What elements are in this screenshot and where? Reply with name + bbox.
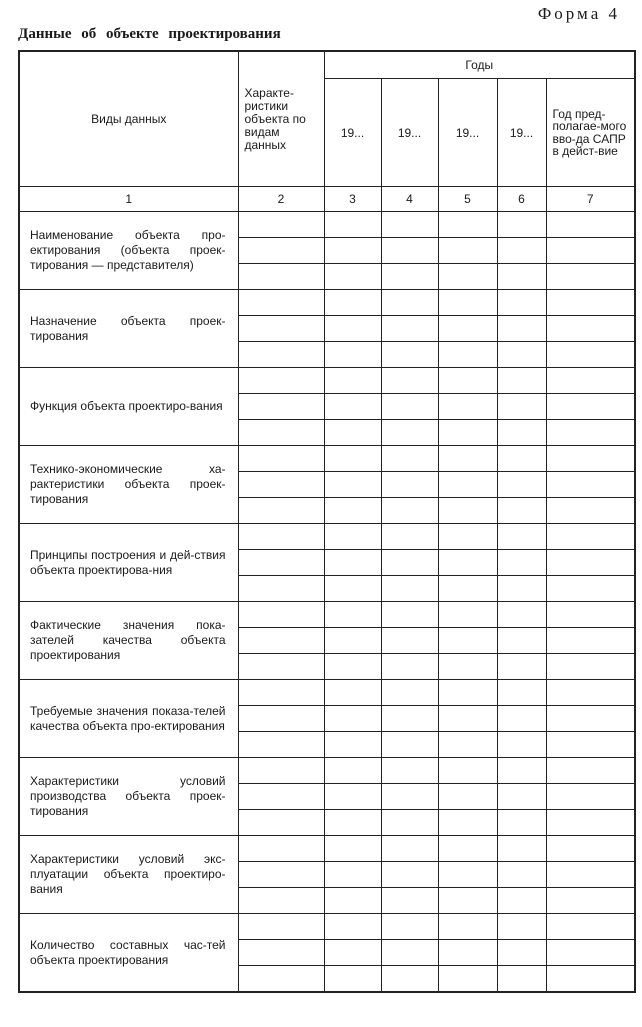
blank-cell[interactable] xyxy=(324,940,381,966)
blank-cell[interactable] xyxy=(546,784,635,810)
header-planned-year: Год пред-полагае-мого вво-да САПР в дейст-вие xyxy=(546,79,635,187)
column-numbers-row xyxy=(19,187,635,212)
blank-cell[interactable] xyxy=(238,394,324,420)
blank-cell[interactable] xyxy=(381,914,438,940)
blank-cell[interactable] xyxy=(324,914,381,940)
blank-cell[interactable] xyxy=(238,238,324,264)
blank-cell[interactable] xyxy=(438,862,497,888)
blank-cell[interactable] xyxy=(546,212,635,238)
blank-cell[interactable] xyxy=(381,212,438,238)
form-number: Форма 4 xyxy=(537,4,620,23)
blank-cell[interactable] xyxy=(438,784,497,810)
blank-cell[interactable] xyxy=(324,290,381,316)
blank-cell[interactable] xyxy=(497,914,546,940)
blank-cell[interactable] xyxy=(546,628,635,654)
blank-cell[interactable] xyxy=(238,888,324,914)
header-year-2: 19... xyxy=(381,79,438,187)
blank-cell[interactable] xyxy=(324,264,381,290)
blank-cell[interactable] xyxy=(381,290,438,316)
blank-cell[interactable] xyxy=(238,576,324,602)
blank-cell[interactable] xyxy=(324,394,381,420)
blank-cell[interactable] xyxy=(438,212,497,238)
blank-cell[interactable] xyxy=(381,498,438,524)
blank-cell[interactable] xyxy=(497,576,546,602)
blank-cell[interactable] xyxy=(238,290,324,316)
blank-cell[interactable] xyxy=(381,654,438,680)
blank-cell[interactable] xyxy=(497,810,546,836)
table-row xyxy=(19,836,635,862)
blank-cell[interactable] xyxy=(438,264,497,290)
blank-cell[interactable] xyxy=(546,290,635,316)
blank-cell[interactable] xyxy=(546,446,635,472)
blank-cell[interactable] xyxy=(497,394,546,420)
blank-cell[interactable] xyxy=(324,602,381,628)
blank-cell[interactable] xyxy=(238,966,324,993)
blank-cell[interactable] xyxy=(497,836,546,862)
blank-cell[interactable] xyxy=(324,888,381,914)
blank-cell[interactable] xyxy=(381,368,438,394)
header-year-4: 19... xyxy=(497,79,546,187)
blank-cell[interactable] xyxy=(324,446,381,472)
data-kind-label: Требуемые значения показа-телей качества объекта про-ектирования xyxy=(19,680,238,758)
table-row xyxy=(19,368,635,394)
blank-cell[interactable] xyxy=(438,706,497,732)
blank-cell[interactable] xyxy=(381,862,438,888)
blank-cell[interactable] xyxy=(497,654,546,680)
blank-cell[interactable] xyxy=(324,576,381,602)
blank-cell[interactable] xyxy=(546,498,635,524)
blank-cell[interactable] xyxy=(381,706,438,732)
blank-cell[interactable] xyxy=(381,628,438,654)
blank-cell[interactable] xyxy=(546,602,635,628)
data-kind-label: Назначение объекта проек-тирования xyxy=(19,290,238,368)
blank-cell[interactable] xyxy=(438,888,497,914)
blank-cell[interactable] xyxy=(238,706,324,732)
blank-cell[interactable] xyxy=(238,628,324,654)
blank-cell[interactable] xyxy=(238,784,324,810)
blank-cell[interactable] xyxy=(381,576,438,602)
table-row xyxy=(19,758,635,784)
blank-cell[interactable] xyxy=(381,602,438,628)
blank-cell[interactable] xyxy=(238,940,324,966)
blank-cell[interactable] xyxy=(238,212,324,238)
blank-cell[interactable] xyxy=(546,524,635,550)
blank-cell[interactable] xyxy=(238,420,324,446)
table-body xyxy=(19,212,635,993)
blank-cell[interactable] xyxy=(546,550,635,576)
blank-cell[interactable] xyxy=(381,810,438,836)
data-kind-label: Технико-экономические ха-рактеристики объекта проек-тирования xyxy=(19,446,238,524)
blank-cell[interactable] xyxy=(324,368,381,394)
blank-cell[interactable] xyxy=(546,940,635,966)
column-number: 4 xyxy=(381,187,438,212)
data-kind-label: Количество составных час-тей объекта проектирования xyxy=(19,914,238,993)
blank-cell[interactable] xyxy=(238,732,324,758)
blank-cell[interactable] xyxy=(438,238,497,264)
blank-cell[interactable] xyxy=(381,446,438,472)
blank-cell[interactable] xyxy=(238,368,324,394)
blank-cell[interactable] xyxy=(438,498,497,524)
blank-cell[interactable] xyxy=(497,602,546,628)
blank-cell[interactable] xyxy=(238,472,324,498)
blank-cell[interactable] xyxy=(324,732,381,758)
blank-cell[interactable] xyxy=(438,316,497,342)
blank-cell[interactable] xyxy=(324,862,381,888)
table-row xyxy=(19,680,635,706)
blank-cell[interactable] xyxy=(238,680,324,706)
blank-cell[interactable] xyxy=(546,342,635,368)
blank-cell[interactable] xyxy=(497,628,546,654)
blank-cell[interactable] xyxy=(324,836,381,862)
blank-cell[interactable] xyxy=(324,420,381,446)
blank-cell[interactable] xyxy=(438,680,497,706)
blank-cell[interactable] xyxy=(381,966,438,993)
blank-cell[interactable] xyxy=(381,732,438,758)
blank-cell[interactable] xyxy=(438,966,497,993)
table-row xyxy=(19,446,635,472)
blank-cell[interactable] xyxy=(324,628,381,654)
column-number: 3 xyxy=(324,187,381,212)
blank-cell[interactable] xyxy=(381,472,438,498)
blank-cell[interactable] xyxy=(438,810,497,836)
blank-cell[interactable] xyxy=(438,914,497,940)
blank-cell[interactable] xyxy=(546,394,635,420)
blank-cell[interactable] xyxy=(497,862,546,888)
column-number: 2 xyxy=(238,187,324,212)
blank-cell[interactable] xyxy=(238,550,324,576)
blank-cell[interactable] xyxy=(381,550,438,576)
blank-cell[interactable] xyxy=(324,784,381,810)
blank-cell[interactable] xyxy=(546,576,635,602)
blank-cell[interactable] xyxy=(546,238,635,264)
blank-cell[interactable] xyxy=(381,888,438,914)
blank-cell[interactable] xyxy=(438,290,497,316)
header-characteristics: Характе-ристики объекта по видам данных xyxy=(238,51,324,187)
blank-cell[interactable] xyxy=(497,316,546,342)
blank-cell[interactable] xyxy=(497,238,546,264)
blank-cell[interactable] xyxy=(497,498,546,524)
blank-cell[interactable] xyxy=(381,264,438,290)
data-kind-label: Фактические значения пока-зателей качества объекта проектирования xyxy=(19,602,238,680)
blank-cell[interactable] xyxy=(546,316,635,342)
blank-cell[interactable] xyxy=(497,212,546,238)
blank-cell[interactable] xyxy=(546,368,635,394)
table-row xyxy=(19,914,635,940)
blank-cell[interactable] xyxy=(324,706,381,732)
table-row xyxy=(19,212,635,238)
blank-cell[interactable] xyxy=(497,550,546,576)
blank-cell[interactable] xyxy=(238,524,324,550)
blank-cell[interactable] xyxy=(381,680,438,706)
blank-cell[interactable] xyxy=(238,264,324,290)
blank-cell[interactable] xyxy=(546,264,635,290)
column-number: 6 xyxy=(497,187,546,212)
blank-cell[interactable] xyxy=(324,498,381,524)
blank-cell[interactable] xyxy=(324,758,381,784)
blank-cell[interactable] xyxy=(238,446,324,472)
blank-cell[interactable] xyxy=(438,654,497,680)
blank-cell[interactable] xyxy=(546,472,635,498)
blank-cell[interactable] xyxy=(438,836,497,862)
blank-cell[interactable] xyxy=(381,784,438,810)
blank-cell[interactable] xyxy=(497,966,546,993)
blank-cell[interactable] xyxy=(497,888,546,914)
data-kind-label: Функция объекта проектиро-вания xyxy=(19,368,238,446)
data-kind-label: Характеристики условий экс-плуатации объекта проектиро-вания xyxy=(19,836,238,914)
blank-cell[interactable] xyxy=(381,836,438,862)
blank-cell[interactable] xyxy=(546,654,635,680)
project-object-data-table xyxy=(18,50,636,993)
blank-cell[interactable] xyxy=(546,836,635,862)
blank-cell[interactable] xyxy=(546,758,635,784)
blank-cell[interactable] xyxy=(438,732,497,758)
blank-cell[interactable] xyxy=(381,420,438,446)
blank-cell[interactable] xyxy=(497,264,546,290)
header-data-kinds: Виды данных xyxy=(19,51,238,187)
blank-cell[interactable] xyxy=(438,758,497,784)
blank-cell[interactable] xyxy=(238,654,324,680)
blank-cell[interactable] xyxy=(324,316,381,342)
blank-cell[interactable] xyxy=(497,290,546,316)
header-year-3: 19... xyxy=(438,79,497,187)
blank-cell[interactable] xyxy=(497,940,546,966)
blank-cell[interactable] xyxy=(497,368,546,394)
blank-cell[interactable] xyxy=(497,784,546,810)
table-row xyxy=(19,602,635,628)
blank-cell[interactable] xyxy=(497,732,546,758)
blank-cell[interactable] xyxy=(497,524,546,550)
blank-cell[interactable] xyxy=(438,342,497,368)
blank-cell[interactable] xyxy=(238,758,324,784)
blank-cell[interactable] xyxy=(546,706,635,732)
header-year-1: 19... xyxy=(324,79,381,187)
blank-cell[interactable] xyxy=(381,524,438,550)
header-years: Годы xyxy=(324,51,635,79)
blank-cell[interactable] xyxy=(324,524,381,550)
blank-cell[interactable] xyxy=(438,368,497,394)
blank-cell[interactable] xyxy=(238,862,324,888)
data-kind-label: Принципы построения и дей-ствия объекта проектирова-ния xyxy=(19,524,238,602)
blank-cell[interactable] xyxy=(546,420,635,446)
blank-cell[interactable] xyxy=(546,966,635,993)
blank-cell[interactable] xyxy=(238,316,324,342)
blank-cell[interactable] xyxy=(546,732,635,758)
table-row xyxy=(19,524,635,550)
blank-cell[interactable] xyxy=(324,966,381,993)
blank-cell[interactable] xyxy=(438,628,497,654)
blank-cell[interactable] xyxy=(324,472,381,498)
blank-cell[interactable] xyxy=(546,914,635,940)
blank-cell[interactable] xyxy=(497,706,546,732)
blank-cell[interactable] xyxy=(324,680,381,706)
blank-cell[interactable] xyxy=(324,654,381,680)
blank-cell[interactable] xyxy=(381,316,438,342)
column-number: 5 xyxy=(438,187,497,212)
blank-cell[interactable] xyxy=(238,602,324,628)
blank-cell[interactable] xyxy=(546,862,635,888)
blank-cell[interactable] xyxy=(438,446,497,472)
blank-cell[interactable] xyxy=(238,498,324,524)
blank-cell[interactable] xyxy=(381,758,438,784)
blank-cell[interactable] xyxy=(438,576,497,602)
column-number: 7 xyxy=(546,187,635,212)
blank-cell[interactable] xyxy=(497,342,546,368)
blank-cell[interactable] xyxy=(497,680,546,706)
blank-cell[interactable] xyxy=(546,680,635,706)
blank-cell[interactable] xyxy=(497,758,546,784)
blank-cell[interactable] xyxy=(438,940,497,966)
blank-cell[interactable] xyxy=(546,888,635,914)
blank-cell[interactable] xyxy=(438,394,497,420)
blank-cell[interactable] xyxy=(238,810,324,836)
data-kind-label: Характеристики условий производства объекта проек-тирования xyxy=(19,758,238,836)
blank-cell[interactable] xyxy=(238,836,324,862)
blank-cell[interactable] xyxy=(438,550,497,576)
blank-cell[interactable] xyxy=(497,446,546,472)
blank-cell[interactable] xyxy=(238,914,324,940)
blank-cell[interactable] xyxy=(497,472,546,498)
column-number: 1 xyxy=(19,187,238,212)
blank-cell[interactable] xyxy=(381,342,438,368)
blank-cell[interactable] xyxy=(438,524,497,550)
blank-cell[interactable] xyxy=(438,420,497,446)
data-kind-label: Наименование объекта про-ектирования (объекта проек-тирования — представителя) xyxy=(19,212,238,290)
blank-cell[interactable] xyxy=(497,420,546,446)
blank-cell[interactable] xyxy=(324,212,381,238)
blank-cell[interactable] xyxy=(324,550,381,576)
blank-cell[interactable] xyxy=(324,810,381,836)
blank-cell[interactable] xyxy=(438,472,497,498)
blank-cell[interactable] xyxy=(381,394,438,420)
blank-cell[interactable] xyxy=(324,238,381,264)
blank-cell[interactable] xyxy=(546,810,635,836)
blank-cell[interactable] xyxy=(381,238,438,264)
blank-cell[interactable] xyxy=(238,342,324,368)
table-row xyxy=(19,290,635,316)
blank-cell[interactable] xyxy=(324,342,381,368)
blank-cell[interactable] xyxy=(438,602,497,628)
blank-cell[interactable] xyxy=(381,940,438,966)
form-title: Данные об объекте проектирования xyxy=(18,26,281,42)
